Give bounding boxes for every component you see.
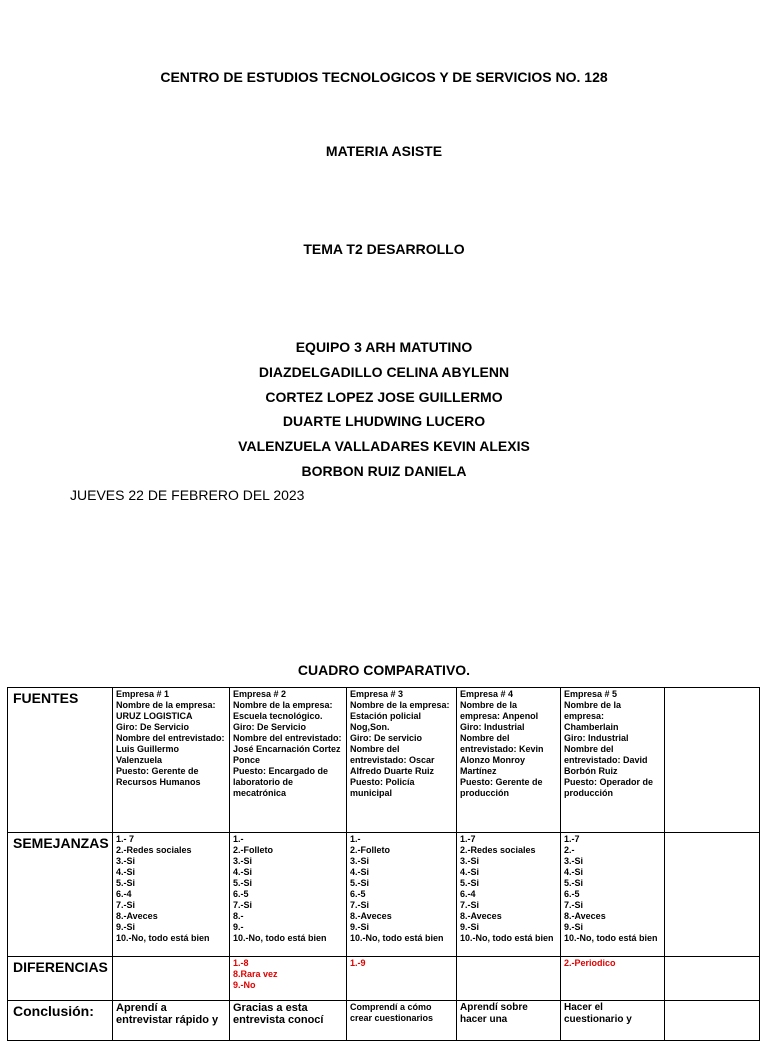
cell-line: 6.-5 [233, 889, 249, 899]
cell-line: 7.-Si [350, 900, 370, 910]
empty-cell [665, 833, 760, 957]
cell-line: 3.-Si [116, 856, 136, 866]
cell-line: 9.-Si [116, 922, 136, 932]
row-semejanzas [8, 833, 760, 957]
cell-line: 1.- [233, 834, 244, 844]
cell-line: 7.-Si [233, 900, 253, 910]
row-label-conclusion: Conclusión: [8, 1001, 113, 1041]
semejanza-cell [230, 833, 347, 957]
cell-line: 9.-Si [350, 922, 370, 932]
cell-line: Empresa # 4 [460, 689, 514, 699]
cell-line: 1.- 7 [116, 834, 135, 844]
cell-line: 8.- [233, 911, 244, 921]
cell-line: 9.-Si [564, 922, 584, 932]
cell-line: 3.-Si [460, 856, 480, 866]
cell-line: Nombre de la empresa: Chamberlain [564, 700, 622, 732]
row-diferencias [8, 957, 760, 1001]
cell-line: Nombre de la empresa: URUZ LOGISTICA [116, 700, 216, 721]
cell-line: Empresa # 1 [116, 689, 170, 699]
cell-line: 10.-No, todo está bien [116, 933, 210, 943]
semejanza-cell [457, 833, 561, 957]
diferencia-cell [347, 957, 457, 1001]
cell-line: 8.Rara vez [233, 969, 278, 979]
fuente-cell [457, 688, 561, 833]
cell-line: Giro: Industrial [564, 733, 629, 743]
cell-line: Puesto: Operador de producción [564, 777, 654, 798]
cell-line: Giro: De Servicio [116, 722, 190, 732]
cell-line: 2.-Redes sociales [460, 845, 536, 855]
cell-line: 5.-Si [116, 878, 136, 888]
cell-line: 6.-4 [116, 889, 132, 899]
conclusion-cell: Hacer el cuestionario y [561, 1001, 665, 1041]
cell-line: 2.- [564, 845, 575, 855]
member-name: DIAZDELGADILLO CELINA ABYLENN [258, 364, 510, 380]
cell-line: Puesto: Gerente de producción [460, 777, 543, 798]
conclusion-cell: Comprendí a cómo crear cuestionarios [347, 1001, 457, 1041]
cell-line: 2.-Folleto [350, 845, 390, 855]
cell-line: 9.-Si [460, 922, 480, 932]
table-title: CUADRO COMPARATIVO. [297, 662, 471, 678]
row-label-fuentes: FUENTES [8, 688, 113, 833]
cell-line: 5.-Si [233, 878, 253, 888]
cell-line: Puesto: Gerente de Recursos Humanos [116, 766, 201, 787]
cell-line: Nombre del entrevistado: José Encarnación Cortez Ponce [233, 733, 342, 765]
cell-line: 6.-5 [564, 889, 580, 899]
cell-line: Nombre del entrevistado: Luis Guillermo Valenzuela [116, 733, 225, 765]
cell-line: 4.-Si [116, 867, 136, 877]
semejanza-cell [561, 833, 665, 957]
row-fuentes [8, 688, 760, 833]
cell-line: Empresa # 3 [350, 689, 404, 699]
member-name: DUARTE LHUDWING LUCERO [282, 413, 486, 429]
subject: MATERIA ASISTE [325, 143, 443, 159]
empty-cell [665, 688, 760, 833]
cell-line: Empresa # 2 [233, 689, 287, 699]
conclusion-cell: Aprendí a entrevistar rápido y [113, 1001, 230, 1041]
cell-line: 3.-Si [564, 856, 584, 866]
cell-line: 4.-Si [233, 867, 253, 877]
cell-line: Nombre de la empresa: Estación policial Nog,Son. [350, 700, 450, 732]
empty-cell [665, 957, 760, 1001]
fuente-cell [230, 688, 347, 833]
semejanza-cell [347, 833, 457, 957]
cell-line: 5.-Si [460, 878, 480, 888]
cell-line: 10.-No, todo está bien [460, 933, 554, 943]
cell-line: 7.-Si [564, 900, 584, 910]
cell-line: 4.-Si [350, 867, 370, 877]
cell-line: Giro: De servicio [350, 733, 423, 743]
topic: TEMA T2 DESARROLLO [303, 241, 465, 257]
cell-line: 5.-Si [350, 878, 370, 888]
cell-line: 7.-Si [460, 900, 480, 910]
cell-line: Empresa # 5 [564, 689, 618, 699]
member-name: BORBON RUIZ DANIELA [301, 463, 467, 479]
cell-line: Nombre del entrevistado: Oscar Alfredo Duarte Ruiz [350, 744, 435, 776]
cell-line: 9.- [233, 922, 244, 932]
cell-line: 6.-4 [460, 889, 476, 899]
cell-line: 8.-Aveces [564, 911, 606, 921]
row-label-diferencias: DIFERENCIAS [8, 957, 113, 1001]
cell-line: 10.-No, todo está bien [233, 933, 327, 943]
fuente-cell [561, 688, 665, 833]
cell-line: Puesto: Encargado de laboratorio de mecatrónica [233, 766, 329, 798]
cell-line: 2.-Folleto [233, 845, 273, 855]
row-conclusion [8, 1001, 760, 1041]
cell-line: 3.-Si [233, 856, 253, 866]
date: JUEVES 22 DE FEBRERO DEL 2023 [70, 487, 305, 503]
member-name: VALENZUELA VALLADARES KEVIN ALEXIS [238, 438, 530, 454]
cell-line: 1.-8 [233, 958, 249, 968]
diferencia-cell [561, 957, 665, 1001]
cell-line: Giro: De Servicio [233, 722, 307, 732]
comparison-table [7, 687, 760, 1041]
cell-line: 9.-No [233, 980, 256, 990]
cell-line: 1.-7 [460, 834, 476, 844]
cell-line: 8.-Aveces [460, 911, 502, 921]
cell-line: 10.-No, todo está bien [564, 933, 658, 943]
cell-line: 3.-Si [350, 856, 370, 866]
cell-line: 8.-Aveces [116, 911, 158, 921]
cell-line: Nombre del entrevistado: David Borbón Ruiz [564, 744, 648, 776]
cell-line: 6.-5 [350, 889, 366, 899]
cell-line: 5.-Si [564, 878, 584, 888]
empty-cell [665, 1001, 760, 1041]
semejanza-cell [113, 833, 230, 957]
diferencia-cell [230, 957, 347, 1001]
cell-line: 2.-Periodico [564, 958, 616, 968]
cell-line: 1.-7 [564, 834, 580, 844]
cell-line: 1.-9 [350, 958, 366, 968]
team-name: EQUIPO 3 ARH MATUTINO [295, 339, 473, 355]
diferencia-cell [113, 957, 230, 1001]
cell-line: 1.- [350, 834, 361, 844]
cell-line: 4.-Si [460, 867, 480, 877]
cell-line: 4.-Si [564, 867, 584, 877]
conclusion-cell: Gracias a esta entrevista conocí [230, 1001, 347, 1041]
cell-line: Giro: Industrial [460, 722, 525, 732]
cell-line: Nombre de la empresa: Escuela tecnológico. [233, 700, 333, 721]
conclusion-cell: Aprendí sobre hacer una [457, 1001, 561, 1041]
diferencia-cell [457, 957, 561, 1001]
cell-line: Nombre del entrevistado: Kevin Alonzo Monroy Martínez [460, 733, 544, 776]
row-label-semejanzas: SEMEJANZAS [8, 833, 113, 957]
school-name: CENTRO DE ESTUDIOS TECNOLOGICOS Y DE SERVICIOS NO. 128 [160, 69, 608, 85]
cell-line: Nombre de la empresa: Anpenol [460, 700, 539, 721]
cell-line: Puesto: Policía municipal [350, 777, 415, 798]
fuente-cell [113, 688, 230, 833]
cell-line: 10.-No, todo está bien [350, 933, 444, 943]
fuente-cell [347, 688, 457, 833]
member-name: CORTEZ LOPEZ JOSE GUILLERMO [265, 389, 503, 405]
cell-line: 8.-Aveces [350, 911, 392, 921]
cell-line: 7.-Si [116, 900, 136, 910]
cell-line: 2.-Redes sociales [116, 845, 192, 855]
